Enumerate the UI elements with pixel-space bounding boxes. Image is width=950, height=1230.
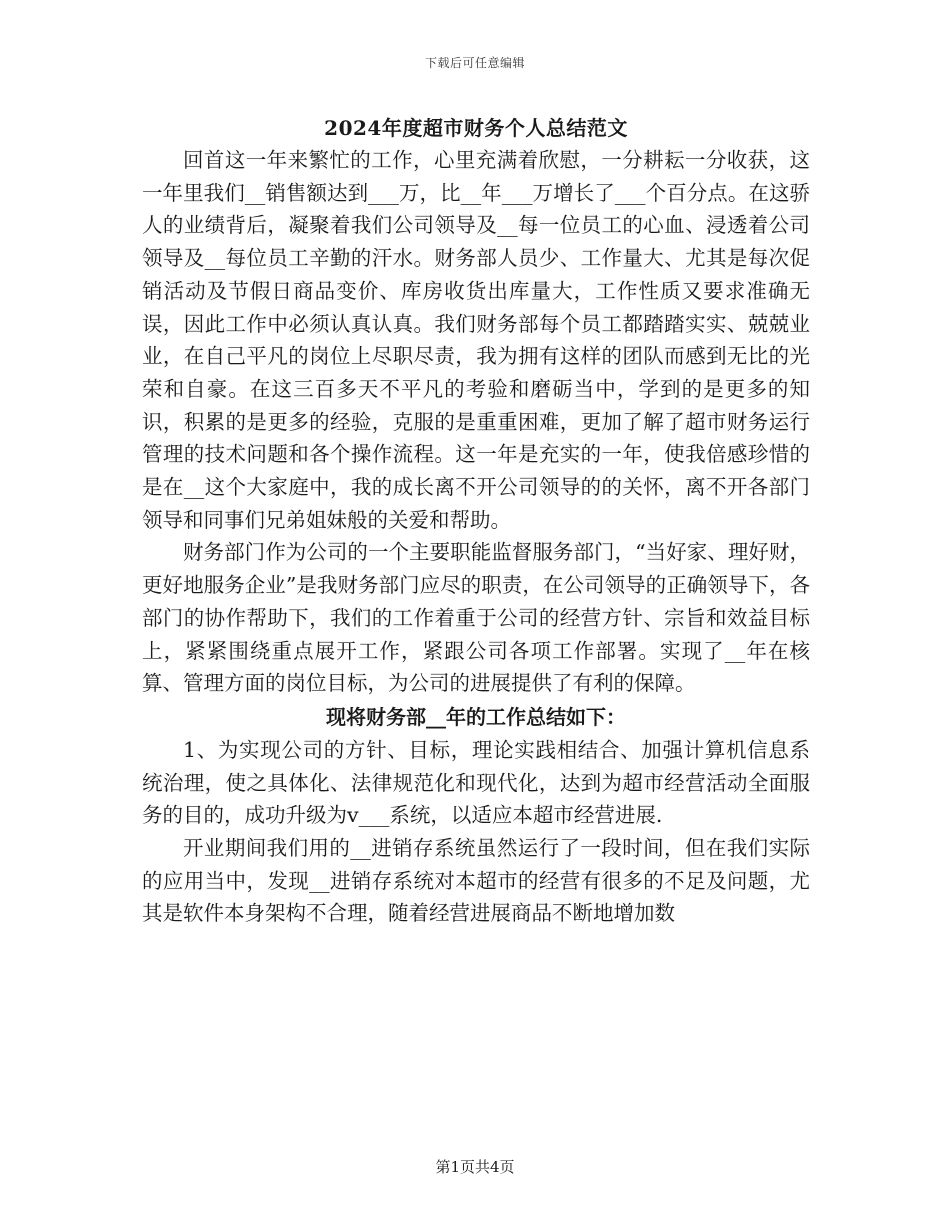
paragraph-item-1: 1、为实现公司的方针、目标，理论实践相结合、加强计算机信息系统治理，使之具体化、法律规范化和现代化，达到为超市经营活动全面服务的目的，成功升级为v___系统，以适应本超市经营进展. xyxy=(142,737,810,828)
header-note: 下载后可任意编辑 xyxy=(424,56,525,70)
paragraph-intro: 回首这一年来繁忙的工作，心里充满着欣慰，一分耕耘一分收获，这一年里我们__销售额达到___万，比__年___万增长了___个百分点。在这骄人的业绩背后，凝聚着我们公司领导及__每一位员工的心血、浸透着公司领导及__每位员工辛勤的汗水。财务部人员少、工作量大、尤其是每次促销活动及节假日商品变价、库房收货出库量大，工作性质又要求准确无误，因此工作中必须认真认真。我们财务部每个员工都踏踏实实、兢兢业业，在自己平凡的岗位上尽职尽责，我为拥有这样的团队而感到无比的光荣和自豪。在这三百多天不平凡的考验和磨砺当中，学到的是更多的知识，积累的是更多的经验，克服的是重重困难，更加了解了超市财务运行管理的技术问题和各个操作流程。这一年是充实的一年，使我倍感珍惜的是在__这个大家庭中，我的成长离不开公司领导的的关怀，离不开各部门领导和同事们兄弟姐妹般的关爱和帮助。 xyxy=(142,148,810,532)
document-body xyxy=(142,112,810,930)
section-heading: 现将财务部__年的工作总结如下： xyxy=(326,704,626,729)
document-title: 2024年度超市财务个人总结范文 xyxy=(324,116,628,140)
paragraph-system: 开业期间我们用的__进销存系统虽然运行了一段时间，但在我们实际的应用当中，发现__进销存系统对本超市的经营有很多的不足及问题，尤其是软件本身架构不合理，随着经营进展商品不断地增加数 xyxy=(142,836,810,926)
paragraph-duties: 财务部门作为公司的一个主要职能监督服务部门，“当好家、理好财，更好地服务企业”是我财务部门应尽的职责，在公司领导的正确领导下，各部门的协作帮助下，我们的工作着重于公司的经营方针、宗旨和效益目标上，紧紧围绕重点展开工作，紧跟公司各项工作部署。实现了__年在核算、管理方面的岗位目标，为公司的进展提供了有利的保障。 xyxy=(142,540,810,696)
page-indicator: 第1页共4页 xyxy=(435,1158,515,1176)
